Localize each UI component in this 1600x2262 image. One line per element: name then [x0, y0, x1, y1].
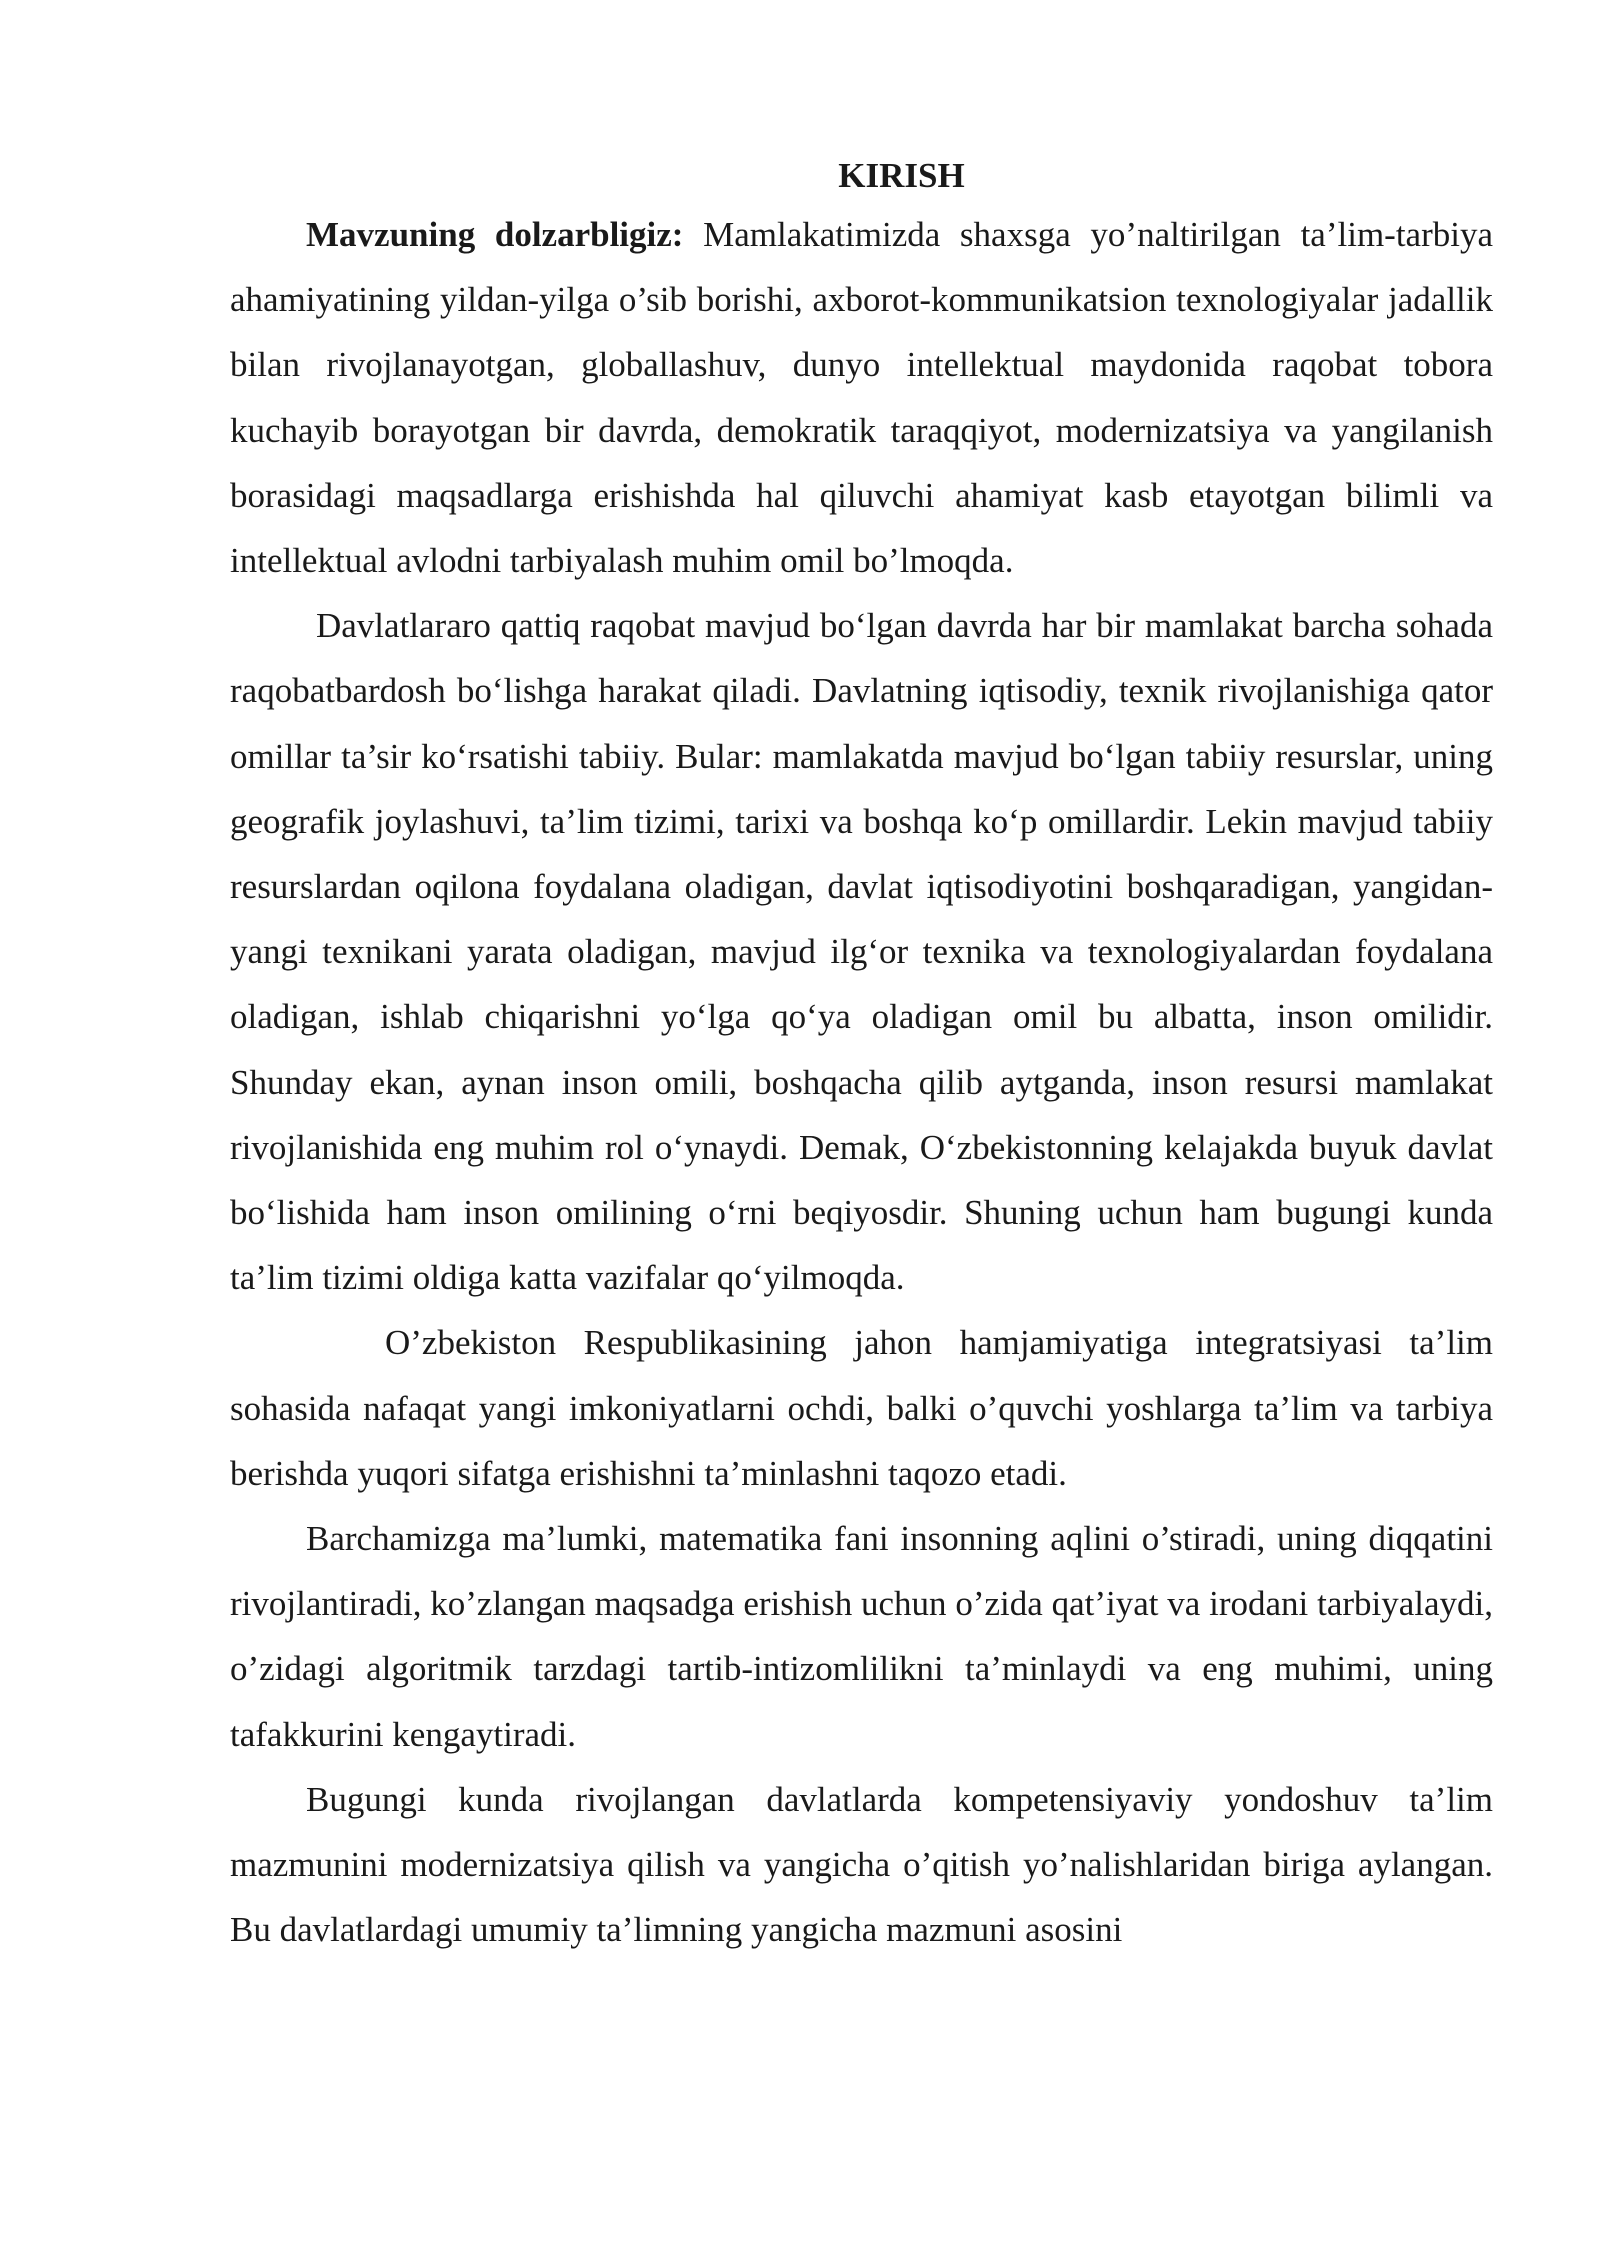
paragraph-relevance	[230, 202, 1493, 593]
document-page	[230, 150, 1493, 1962]
paragraph-competition: Davlatlararo qattiq raqobat mavjud bo‘lgan davrda har bir mamlakat barcha sohada raqobatbardosh bo‘lishga harakat qiladi. Davlatning iqtisodiy, texnik rivojlanishiga qator omillar ta’sir ko‘rsatishi tabiiy. Bular: mamlakatda mavjud bo‘lgan tabiiy resurslar, uning geografik joylashuvi, ta’lim tizimi, tarixi va boshqa ko‘p omillardir. Lekin mavjud tabiiy resurslardan oqilona foydalana oladigan, davlat iqtisodiyotini boshqaradigan, yangidan-yangi texnikani yarata oladigan, mavjud ilg‘or texnika va texnologiyalardan foydalana oladigan, ishlab chiqarishni yo‘lga qo‘ya oladigan omil bu albatta, inson omilidir. Shunday ekan, aynan inson omili, boshqacha qilib aytganda, inson resursi mamlakat rivojlanishida eng muhim rol o‘ynaydi. Demak, O‘zbekistonning kelajakda buyuk davlat bo‘lishida ham inson omilining o‘rni beqiyosdir. Shuning uchun ham bugungi kunda ta’lim tizimi oldiga katta vazifalar qo‘yilmoqda.	[230, 606, 1493, 1298]
paragraph-competency-approach: Bugungi kunda rivojlangan davlatlarda kompetensiyaviy yondoshuv ta’lim mazmunini modernizatsiya qilish va yangicha o’qitish yo’nalishlaridan biriga aylangan. Bu davlatlardagi umumiy ta’limning yangicha mazmuni asosini	[230, 1779, 1493, 1950]
paragraph-lead-heading: Mavzuning dolzarbligiz:	[306, 215, 684, 254]
paragraph-mathematics: Barchamizga ma’lumki, matematika fani insonning aqlini o’stiradi, uning diqqatini rivojlantiradi, ko’zlangan maqsadga erishish uchun o’zida qat’iyat va irodani tarbiyalaydi, o’zidagi algoritmik tarzdagi tartib-intizomlilikni ta’minlaydi va eng muhimi, uning tafakkurini kengaytiradi.	[230, 1519, 1493, 1754]
paragraph-integration: O’zbekiston Respublikasining jahon hamjamiyatiga integratsiyasi ta’lim sohasida nafaqat yangi imkoniyatlarni ochdi, balki o’quvchi yoshlarga ta’lim va tarbiya berishda yuqori sifatga erishishni ta’minlashni taqozo etadi.	[230, 1323, 1493, 1493]
page-title: KIRISH	[838, 156, 965, 195]
paragraph-text: Mamlakatimizda shaxsga yo’naltirilgan ta’lim-tarbiya ahamiyatining yildan-yilga o’sib borishi, axborot-kommunikatsion texnologiyalar jadallik bilan rivojlanayotgan, globallashuv, dunyo intellektual maydonida raqobat tobora kuchayib borayotgan bir davrda, demokratik taraqqiyot, modernizatsiya va yangilanish borasidagi maqsadlarga erishishda hal qiluvchi ahamiyat kasb etayotgan bilimli va intellektual avlodni tarbiyalash muhim omil bo’lmoqda.	[230, 215, 1493, 581]
